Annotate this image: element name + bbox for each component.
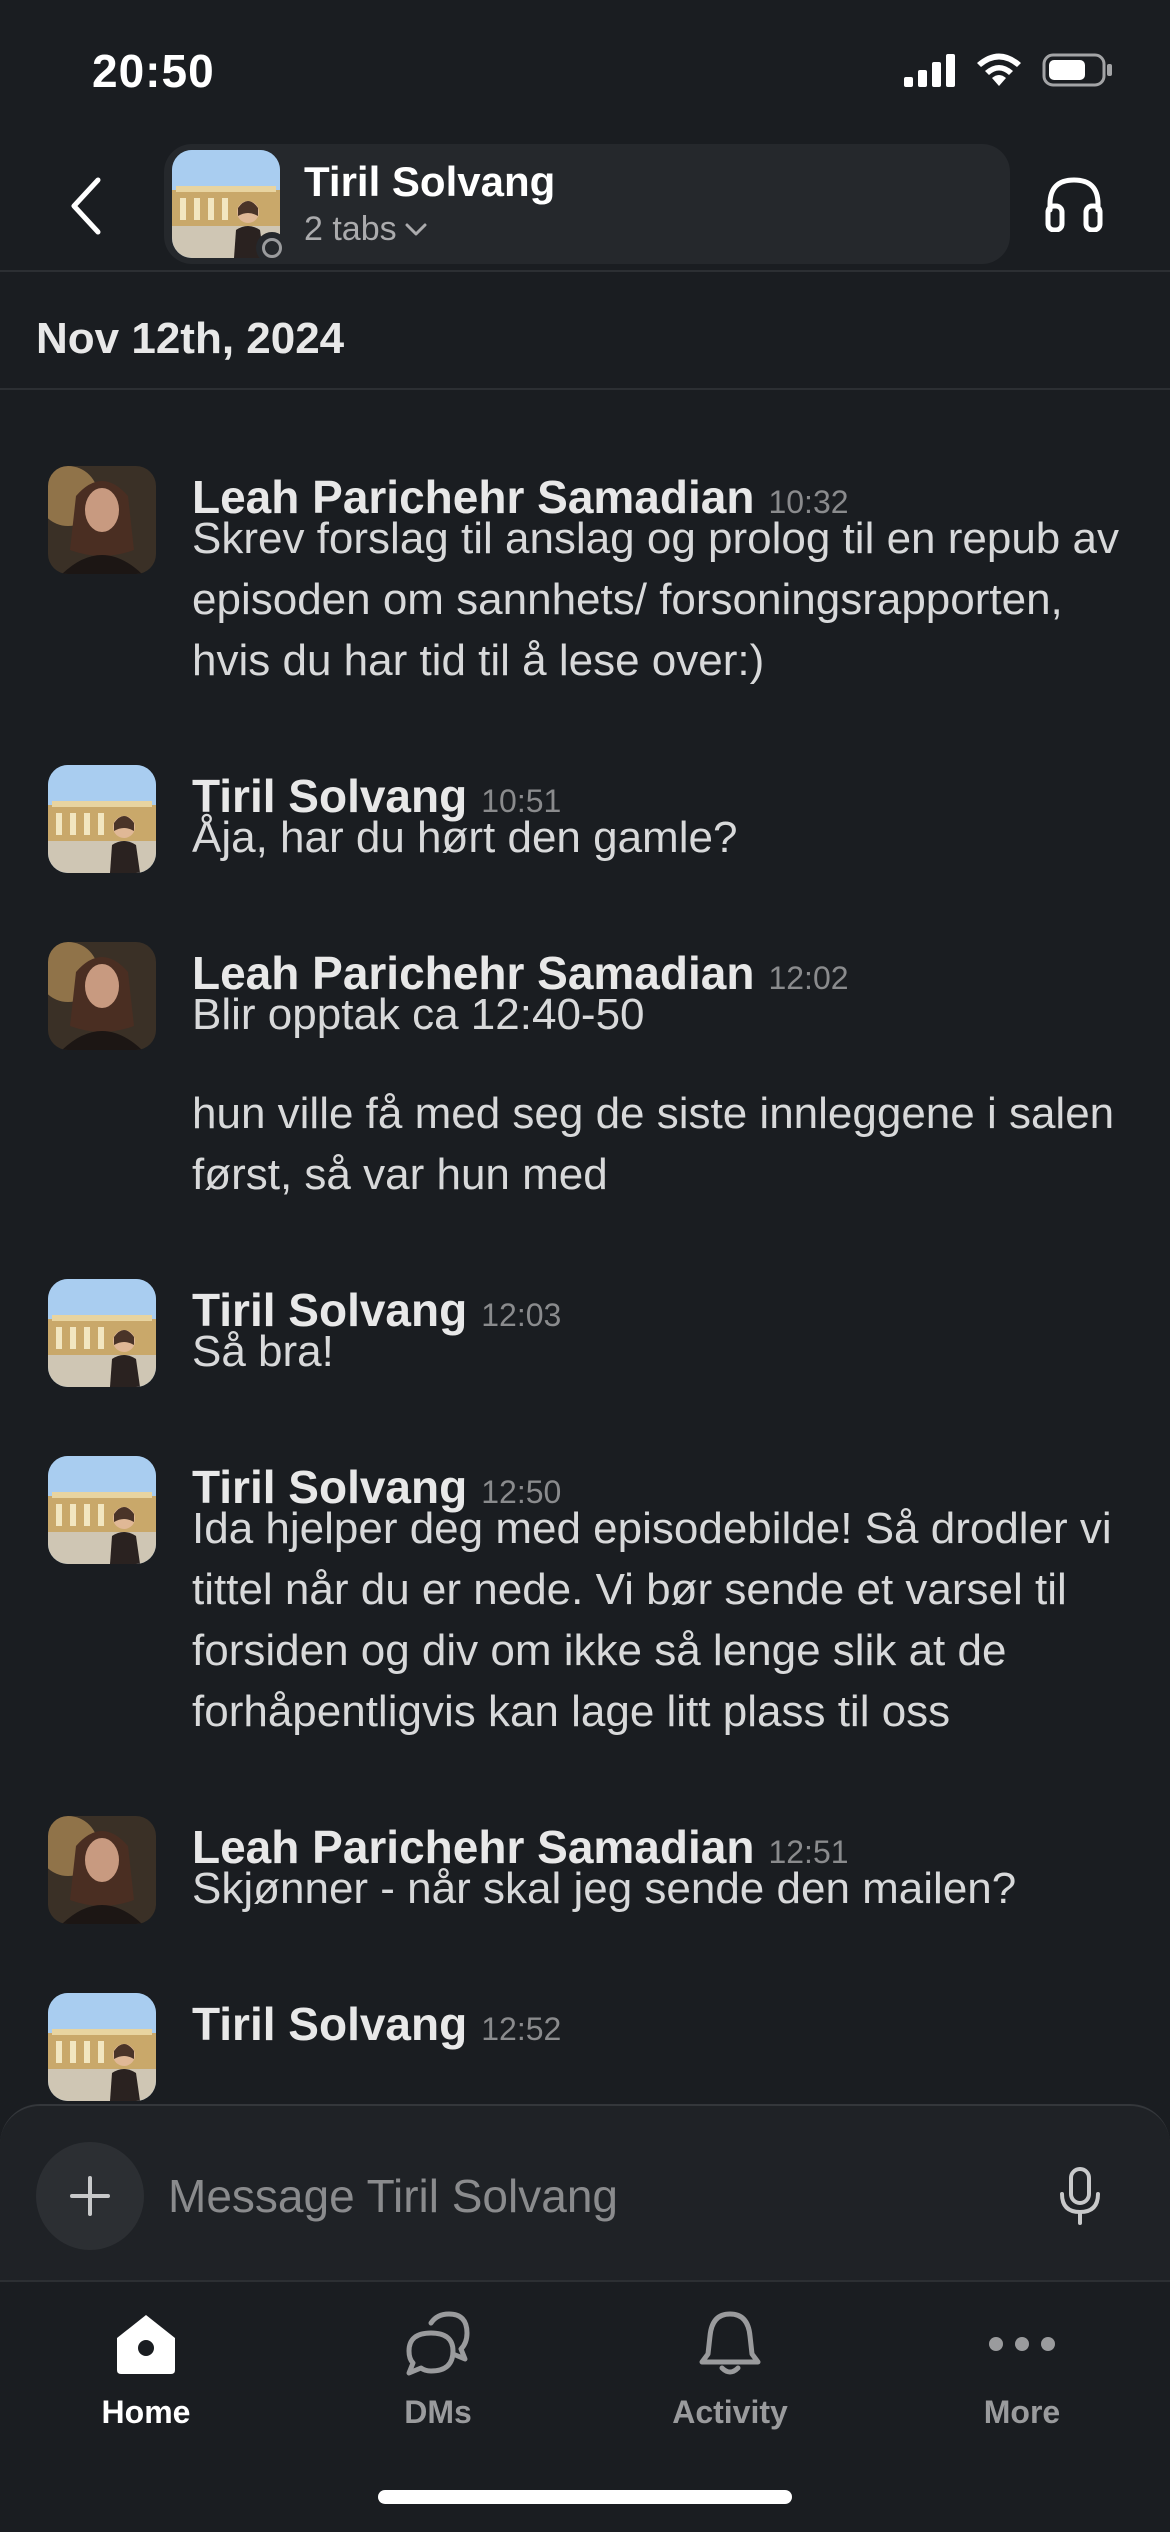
sender-avatar[interactable] <box>48 466 156 574</box>
message-header <box>192 430 1130 523</box>
message-body <box>192 1321 1130 1382</box>
message-text: Skjønner - når skal jeg sende den mailen? <box>192 1864 1017 1913</box>
message-text: Så bra! <box>192 1327 334 1376</box>
message-list[interactable] <box>0 392 1170 2104</box>
conversation-header <box>0 140 1170 272</box>
message-body <box>192 984 1130 1205</box>
home-icon <box>113 2312 179 2376</box>
message-timestamp: 12:50 <box>481 1474 562 1510</box>
message-header <box>192 1780 1130 1873</box>
date-label: Nov 12th, 2024 <box>36 314 345 363</box>
message-body <box>192 508 1130 691</box>
tab-dms-label: DMs <box>404 2394 472 2430</box>
tab-more[interactable] <box>922 2304 1122 2444</box>
message-item[interactable] <box>0 1957 1170 2050</box>
sender-avatar[interactable] <box>48 1456 156 1564</box>
message-input[interactable] <box>168 2156 1018 2236</box>
message-timestamp: 12:52 <box>481 2011 562 2047</box>
message-item[interactable] <box>0 430 1170 691</box>
message-body <box>192 1498 1130 1742</box>
voice-message-button[interactable] <box>1050 2154 1110 2238</box>
message-text: Åja, har du hørt den gamle? <box>192 813 738 862</box>
chevron-left-icon <box>68 176 104 236</box>
tab-activity-label: Activity <box>672 2394 788 2430</box>
message-header <box>192 906 1130 999</box>
cellular-signal-icon <box>904 53 956 87</box>
sender-name[interactable]: Tiril Solvang <box>192 1998 468 2050</box>
sender-name[interactable]: Leah Parichehr Samadian <box>192 947 755 999</box>
sender-name[interactable]: Leah Parichehr Samadian <box>192 1821 755 1873</box>
message-header <box>192 729 1130 822</box>
message-item[interactable] <box>0 729 1170 868</box>
message-header <box>192 1420 1130 1513</box>
add-attachment-button[interactable] <box>36 2142 144 2250</box>
message-body <box>192 807 1130 868</box>
more-dots-icon <box>987 2334 1057 2354</box>
message-timestamp: 12:03 <box>481 1297 562 1333</box>
message-item[interactable] <box>0 1420 1170 1742</box>
huddle-button[interactable] <box>1034 164 1114 244</box>
sender-name[interactable]: Leah Parichehr Samadian <box>192 471 755 523</box>
tab-home[interactable] <box>46 2304 246 2444</box>
message-timestamp: 12:51 <box>768 1834 849 1870</box>
sender-name[interactable]: Tiril Solvang <box>192 770 468 822</box>
message-body <box>192 1858 1130 1919</box>
tab-home-label: Home <box>101 2394 191 2430</box>
date-divider <box>0 272 1170 390</box>
message-header <box>192 1957 1130 2050</box>
message-text: hun ville få med seg de siste innleggene i salen først, så var hun med <box>192 1089 1115 1199</box>
contact-name: Tiril Solvang <box>304 158 556 205</box>
tab-dms[interactable] <box>338 2304 538 2444</box>
message-item[interactable] <box>0 1243 1170 1382</box>
home-indicator[interactable] <box>378 2490 792 2504</box>
status-icons <box>904 52 1114 88</box>
status-time: 20:50 <box>92 45 215 97</box>
sender-avatar[interactable] <box>48 765 156 873</box>
message-timestamp: 10:51 <box>481 783 562 819</box>
sender-avatar[interactable] <box>48 1816 156 1924</box>
dm-bubbles-icon <box>403 2311 473 2377</box>
bell-icon <box>698 2310 762 2378</box>
back-button[interactable] <box>56 166 116 246</box>
headphones-icon <box>1044 176 1104 232</box>
tabs-selector[interactable] <box>304 210 427 249</box>
message-text: Skrev forslag til anslag og prolog til en repub av episoden om sannhets/ forsoningsrapporten, hvis du har tid til å lese over:) <box>192 514 1119 685</box>
microphone-icon <box>1058 2166 1102 2226</box>
sender-name[interactable]: Tiril Solvang <box>192 1284 468 1336</box>
tab-more-label: More <box>983 2394 1061 2430</box>
wifi-icon <box>974 52 1024 88</box>
message-item[interactable] <box>0 1780 1170 1919</box>
message-timestamp: 10:32 <box>768 484 849 520</box>
sender-avatar[interactable] <box>48 1993 156 2101</box>
message-header <box>192 1243 1130 1336</box>
plus-icon <box>66 2172 114 2220</box>
message-composer <box>0 2104 1170 2280</box>
sender-avatar[interactable] <box>48 1279 156 1387</box>
message-text: Ida hjelper deg med episodebilde! Så drodler vi tittel når du er nede. Vi bør sende et varsel til forsiden og div om ikke så lenge slik at de forhåpentligvis kan lage litt plass til oss <box>192 1504 1112 1736</box>
sender-name[interactable]: Tiril Solvang <box>192 1461 468 1513</box>
conversation-title-pill[interactable] <box>164 144 1010 264</box>
message-item[interactable] <box>0 906 1170 1205</box>
tabs-label: 2 tabs <box>304 210 397 248</box>
chevron-down-icon <box>405 223 427 237</box>
tab-activity[interactable] <box>630 2304 830 2444</box>
message-text: Blir opptak ca 12:40-50 <box>192 990 645 1039</box>
status-bar <box>0 0 1170 140</box>
presence-away-icon <box>256 232 288 264</box>
message-timestamp: 12:02 <box>768 960 849 996</box>
sender-avatar[interactable] <box>48 942 156 1050</box>
battery-icon <box>1042 52 1114 88</box>
